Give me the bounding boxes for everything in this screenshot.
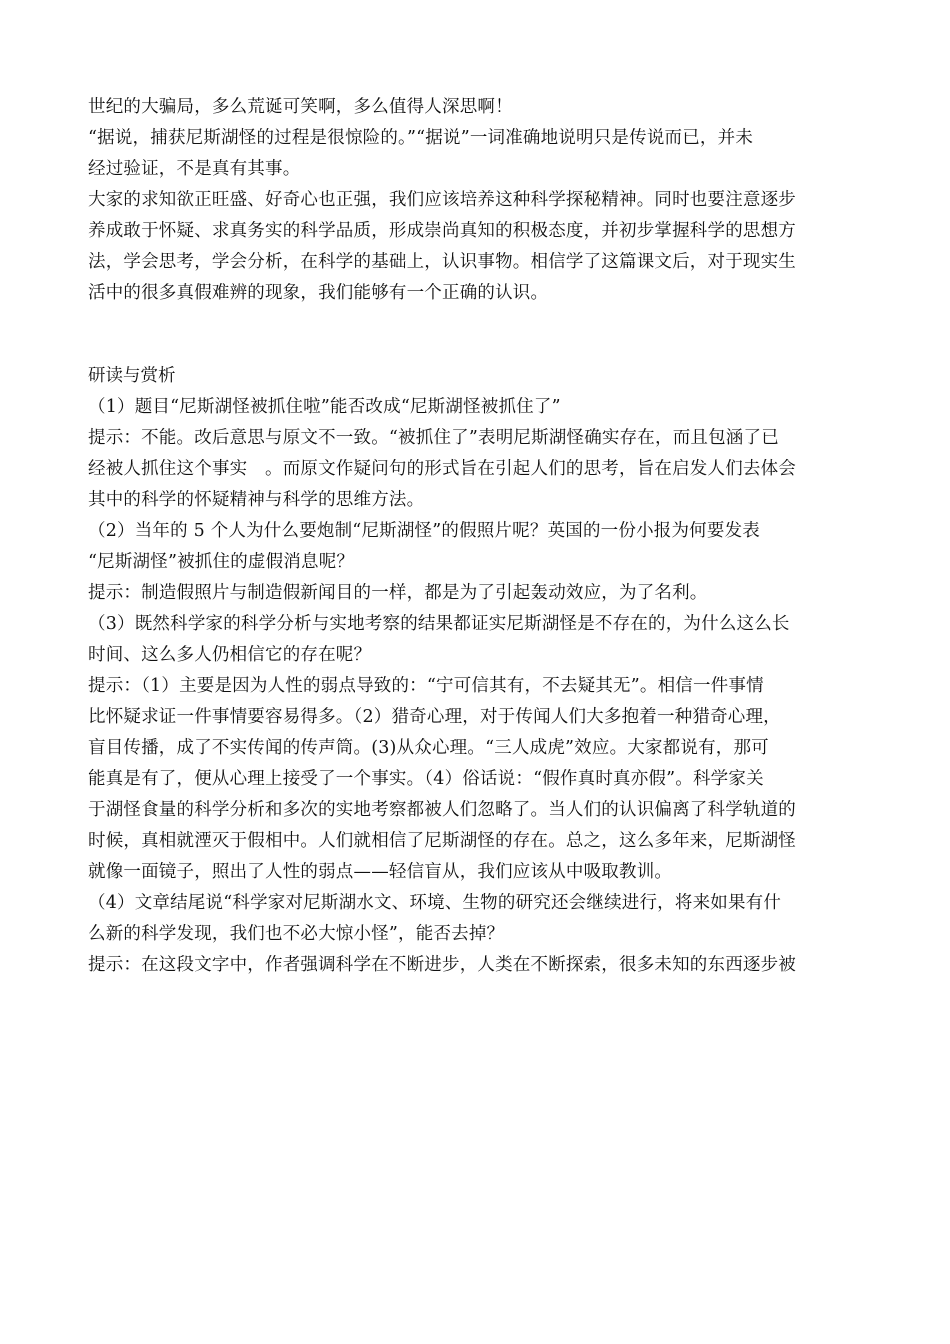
text-line: 于湖怪食量的科学分析和多次的实地考察都被人们忽略了。当人们的认识偏离了科学轨道的 [88,800,796,820]
text-line: （4）文章结尾说“科学家对尼斯湖水文、环境、生物的研究还会继续进行，将来如果有什 [88,893,782,913]
text-line: 提示：（1）主要是因为人性的弱点导致的：“宁可信其有，不去疑其无”。相信一件事情 [88,676,764,696]
text-line: 能真是有了，便从心理上接受了一个事实。（4）俗话说：“假作真时真亦假”。科学家关 [88,769,764,789]
text-line: 养成敢于怀疑、求真务实的科学品质，形成崇尚真知的积极态度，并初步掌握科学的思想方 [88,221,796,241]
question-4 [88,888,863,950]
text-line: 么新的科学发现，我们也不必大惊小怪”，能否去掉？ [88,924,505,944]
text-line: 比怀疑求证一件事情要容易得多。（2）猎奇心理，对于传闻人们大多抱着一种猎奇心理， [88,707,781,727]
text-line: （1）题目“尼斯湖怪被抓住啦”能否改成“尼斯湖怪被抓住了” [88,397,561,417]
text-line: 经被人抓住这个事实 。而原文作疑问句的形式旨在引起人们的思考，旨在启发人们去体会 [88,459,796,479]
text-line: 就像一面镜子，照出了人性的弱点——轻信盲从，我们应该从中吸取教训。 [88,862,673,882]
text-line: 活中的很多真假难辨的现象，我们能够有一个正确的认识。 [88,283,549,303]
section-gap [88,309,863,361]
text-line: “据说，捕获尼斯湖怪的过程是很惊险的。”“据说”一词准确地说明只是传说而已，并未 [88,128,754,148]
text-line: 大家的求知欲正旺盛、好奇心也正强，我们应该培养这种科学探秘精神。同时也要注意逐步 [88,190,796,210]
text-line: 时间、这么多人仍相信它的存在呢？ [88,645,372,665]
text-line: 其中的科学的怀疑精神与科学的思维方法。 [88,490,425,510]
answer-2 [88,578,863,609]
text-line: 经过验证，不是真有其事。 [88,159,301,179]
text-line: （2）当年的 5 个人为什么要炮制“尼斯湖怪”的假照片呢？英国的一份小报为何要发表 [88,521,760,541]
text-line: 提示：制造假照片与制造假新闻目的一样，都是为了引起轰动效应，为了名利。 [88,583,708,603]
answer-3 [88,671,863,888]
text-line: 时候，真相就湮灭于假相中。人们就相信了尼斯湖怪的存在。总之，这么多年来，尼斯湖怪 [88,831,796,851]
question-1 [88,392,863,423]
text-line: 提示：在这段文字中，作者强调科学在不断进步，人类在不断探索，很多未知的东西逐步被 [88,955,796,975]
paragraph-scientific-spirit [88,185,863,309]
question-3 [88,609,863,671]
answer-4 [88,950,863,981]
section-title: 研读与赏析 [88,366,176,386]
document-page [88,92,863,981]
text-line: 法，学会思考，学会分析，在科学的基础上，认识事物。相信学了这篇课文后，对于现实生 [88,252,796,272]
paragraph-jushuo-analysis [88,123,863,185]
text-line: 盲目传播，成了不实传闻的传声筒。(3)从众心理。“三人成虎”效应。大家都说有，那可 [88,738,769,758]
text-line: 提示：不能。改后意思与原文不一致。“被抓住了”表明尼斯湖怪确实存在，而且包涵了已 [88,428,779,448]
text-line: 世纪的大骗局，多么荒诞可笑啊，多么值得人深思啊！ [88,97,513,117]
question-2 [88,516,863,578]
paragraph-conclusion [88,92,863,123]
answer-1 [88,423,863,516]
text-line: （3）既然科学家的科学分析与实地考察的结果都证实尼斯湖怪是不存在的，为什么这么长 [88,614,790,634]
text-line: “尼斯湖怪”被抓住的虚假消息呢？ [88,552,355,572]
